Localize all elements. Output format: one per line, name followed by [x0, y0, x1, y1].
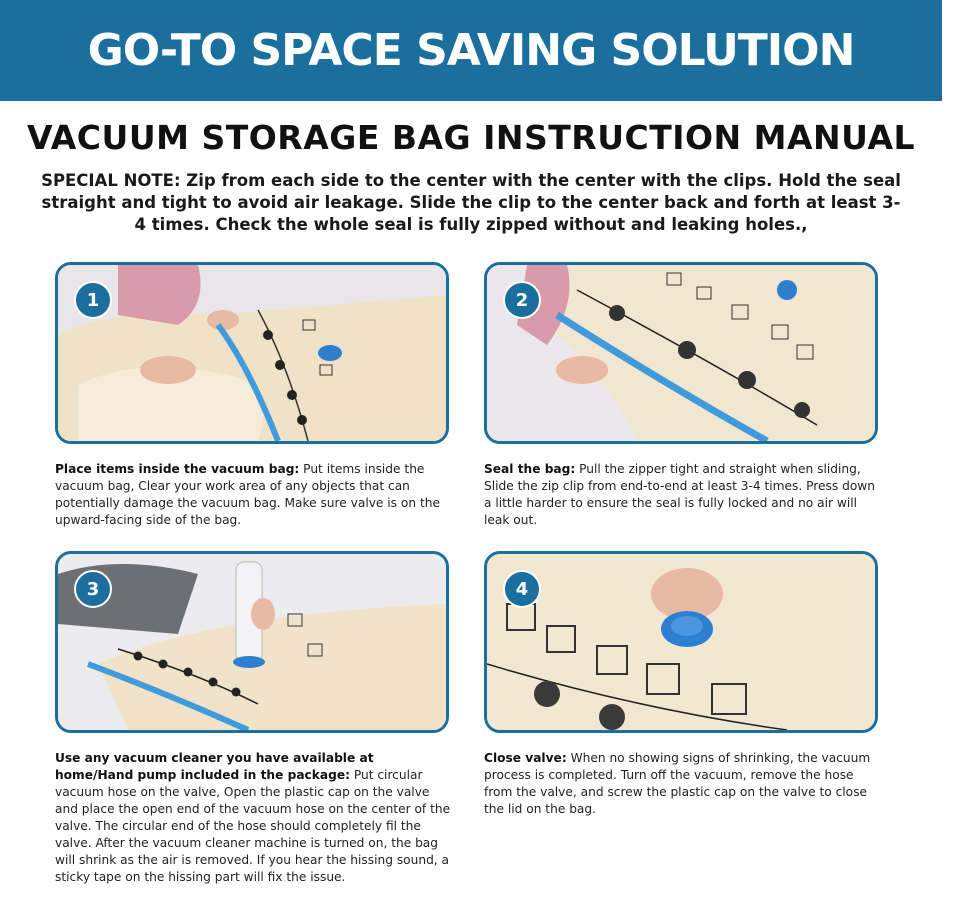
step-1-badge: 1 [74, 281, 112, 319]
step-4-illustration [487, 554, 875, 730]
step-4-heading: Close valve: [484, 751, 567, 765]
step-2-photo [484, 262, 878, 444]
step-4-badge: 4 [503, 570, 541, 608]
step-4-description [484, 750, 884, 818]
step-3-heading: Use any vacuum cleaner you have available at home/Hand pump included in the package: [55, 751, 374, 782]
banner-title: GO-TO SPACE SAVING SOLUTION [87, 25, 855, 76]
manual-title: VACUUM STORAGE BAG INSTRUCTION MANUAL [26, 118, 916, 157]
step-2-illustration [487, 265, 875, 441]
step-4-text: When no showing signs of shrinking, the vacuum process is completed. Turn off the vacuum, remove the hose from the valve, and screw the plastic cap on the valve to close the lid on the bag. [484, 751, 871, 816]
step-1-description [55, 461, 455, 529]
special-note: SPECIAL NOTE: Zip from each side to the center with the center with the clips. Hold the seal straight and tight to avoid air leakage. Slide the clip to the center back and forth at least 3-4 times. Check the whole seal is fully zipped without and leaking holes., [41, 171, 901, 234]
step-3-illustration [58, 554, 446, 730]
step-3-photo [55, 551, 449, 733]
step-1-photo [55, 262, 449, 444]
step-3-badge: 3 [74, 570, 112, 608]
top-banner [0, 0, 942, 101]
step-3-text: Put circular vacuum hose on the valve, Open the plastic cap on the valve and place the open end of the vacuum hose on the center of the valve. The circular end of the hose should completely fil the valve. After the vacuum cleaner machine is turned on, the bag will shrink as the air is removed. If you hear the hissing sound, a sticky tape on the hissing part will fix the issue. [55, 768, 451, 884]
step-2-description [484, 461, 884, 529]
step-2-text: Pull the zipper tight and straight when sliding, Slide the zip clip from end-to-end at least 3-4 times. Press down a little harder to ensure the seal is fully locked and no air will leak out. [484, 462, 875, 527]
step-4-photo [484, 551, 878, 733]
step-3-description [55, 750, 455, 886]
step-1-heading: Place items inside the vacuum bag: [55, 462, 300, 476]
step-2-badge: 2 [503, 281, 541, 319]
step-1-illustration [58, 265, 446, 441]
step-1-text: Put items inside the vacuum bag, Clear your work area of any objects that can potentially damage the vacuum bag. Make sure valve is on the upward-facing side of the bag. [55, 462, 440, 527]
step-2-heading: Seal the bag: [484, 462, 576, 476]
